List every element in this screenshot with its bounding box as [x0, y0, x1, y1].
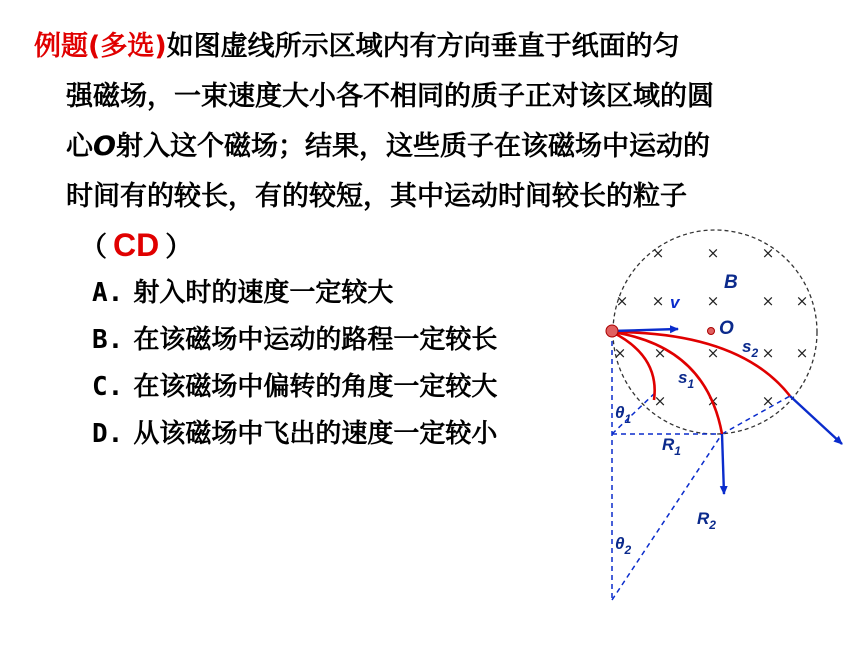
- answer-open-paren: （: [80, 232, 107, 263]
- track-s2: [612, 332, 790, 396]
- tangent-link-line: [722, 396, 790, 434]
- option-b: B. 在该磁场中运动的路程一定较长: [92, 325, 498, 355]
- answer-value: CD: [113, 227, 160, 263]
- cross-mark: ×: [706, 292, 720, 310]
- cross-mark: ×: [651, 244, 665, 262]
- question-line-2: 强磁场，一束速度大小各不相同的质子正对该区域的圆: [66, 81, 714, 112]
- label-r2: $R_2$: [697, 509, 716, 532]
- label-s2: $s_2$: [742, 337, 759, 360]
- cross-mark: ×: [795, 344, 809, 362]
- cross-mark: ×: [615, 292, 629, 310]
- question-line-4: 时间有的较长，有的较短，其中运动时间较长的粒子: [66, 181, 687, 212]
- cross-mark: ×: [706, 344, 720, 362]
- cross-mark: ×: [761, 292, 775, 310]
- question-line-1: 如图虚线所示区域内有方向垂直于纸面的匀: [166, 31, 680, 62]
- question-tag: 例题(多选): [34, 31, 167, 62]
- exit-velocity-arrow-1: [722, 434, 724, 494]
- label-b: B: [724, 272, 738, 293]
- figure-labels: [615, 272, 758, 557]
- cross-mark: ×: [653, 392, 667, 410]
- cross-mark: ×: [761, 392, 775, 410]
- answer-close-paren: ）: [165, 232, 193, 263]
- cross-mark: ×: [761, 344, 775, 362]
- cross-mark: ×: [653, 344, 667, 362]
- cross-mark: ×: [651, 292, 665, 310]
- question-line-3: 心O射入这个磁场；结果，这些质子在该磁场中运动的: [66, 131, 710, 162]
- label-v: v: [670, 293, 680, 312]
- center-point: [708, 328, 715, 335]
- exit-velocity-arrow-2: [790, 396, 842, 444]
- cross-mark: ×: [706, 392, 720, 410]
- cross-mark: ×: [795, 292, 809, 310]
- label-r1: $R_1$: [662, 435, 681, 458]
- label-theta1: $\theta_1$: [615, 403, 632, 426]
- incident-velocity-arrow: [612, 329, 678, 331]
- entry-point: [606, 325, 618, 337]
- label-s1: $s_1$: [678, 368, 695, 391]
- option-d: D. 从该磁场中飞出的速度一定较小: [92, 419, 498, 449]
- option-a: A. 射入时的速度一定较大: [92, 278, 394, 308]
- option-c: C. 在该磁场中偏转的角度一定较大: [92, 372, 498, 402]
- cross-mark: ×: [613, 344, 627, 362]
- cross-mark: ×: [706, 244, 720, 262]
- construction-lines: [612, 332, 790, 600]
- cross-mark: ×: [761, 244, 775, 262]
- label-theta2: $\theta_2$: [615, 534, 632, 557]
- label-o: O: [719, 318, 734, 339]
